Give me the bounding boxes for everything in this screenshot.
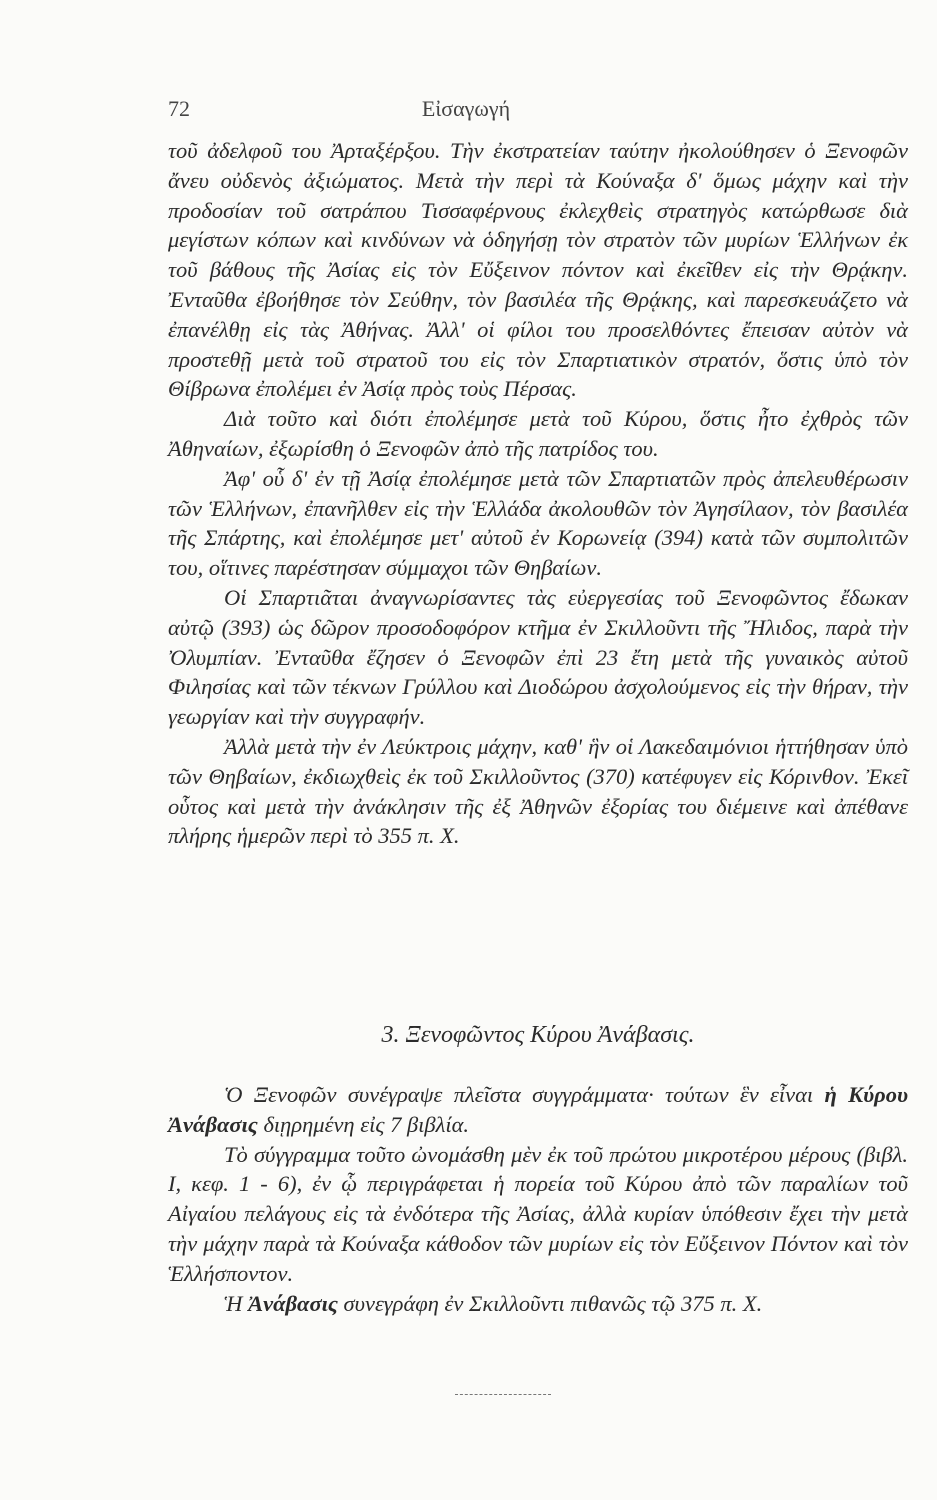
- section-heading: 3. Ξενοφῶντος Κύρου Ἀνάβασις.: [381, 1022, 695, 1048]
- section-paragraph-3: [168, 1289, 908, 1319]
- paragraph-5: Ἀλλὰ μετὰ τὴν ἐν Λεύκτροις μάχην, καθ' ἣν οἱ Λακεδαιμόνιοι ἡττήθησαν ὑπὸ τῶν Θηβαίων, ἐκδιωχθεὶς ἐκ τοῦ Σκιλλοῦντος (370) κατέφυγεν εἰς Κόρινθον. Ἐκεῖ οὗτος καὶ μετὰ τὴν ἀνάκλησιν τῆς ἐξ Ἀθηνῶν ἐξορίας του διέμεινε καὶ ἀπέθανε πλήρης ἡμερῶν περὶ τὸ 355 π. Χ.: [168, 733, 908, 849]
- section-paragraph-2: Τὸ σύγγραμμα τοῦτο ὠνομάσθη μὲν ἐκ τοῦ πρώτου μικροτέρου μέρους (βιβλ. Ι, κεφ. 1 - 6), ἐν ᾧ περιγράφεται ἡ πορεία τοῦ Κύρου ἀπὸ τῶν παραλίων τοῦ Αἰγαίου πελάγους εἰς τὰ ἐνδότερα τῆς Ἀσίας, ἀλλὰ κυρίαν ὑπόθεσιν ἔχει τὴν μετὰ τὴν μάχην παρὰ τὰ Κούναξα κάθοδον τῶν μυρίων εἰς τὸν Εὔξεινον Πόντον καὶ τὸν Ἑλλήσποντον.: [168, 1141, 908, 1286]
- section-text: [168, 1080, 908, 1318]
- text-run: Ὁ Ξενοφῶν συνέγραψε πλεῖστα συγγράμματα· τούτων ἓν εἶναι: [224, 1082, 825, 1107]
- section-paragraph-1: [168, 1080, 908, 1140]
- paragraph-1: τοῦ ἀδελφοῦ του Ἀρταξέρξου. Τὴν ἐκστρατείαν ταύτην ἠκολούθησεν ὁ Ξενοφῶν ἄνευ οὐδενὸς ἀξιώματος. Μετὰ τὴν περὶ τὰ Κούναξα δ' ὅμως μάχην καὶ τὴν προδοσίαν τοῦ σατράπου Τισσαφέρνους ἐκλεχθεὶς στρατηγὸς κατώρθωσε διὰ μεγίστων κόπων καὶ κινδύνων νὰ ὁδηγήσῃ τὸν στρατὸν τῶν μυρίων Ἑλλήνων ἐκ τοῦ βάθους τῆς Ἀσίας εἰς τὸν Εὔξεινον πόντον καὶ ἐκεῖθεν εἰς τὴν Θρᾴκην. Ἐνταῦθα ἐβοήθησε τὸν Σεύθην, τὸν βασιλέα τῆς Θρᾴκης, καὶ παρεσκευάζετο νὰ ἐπανέλθῃ εἰς τὰς Ἀθήνας. Ἀλλ' οἱ φίλοι του προσελθόντες ἔπεισαν αὐτὸν νὰ προστεθῇ μετὰ τοῦ στρατοῦ του εἰς τὸν Σπαρτιατικὸν στρατόν, ὅστις ὑπὸ τὸν Θίβρωνα ἐπολέμει ἐν Ἀσίᾳ πρὸς τοὺς Πέρσας.: [168, 138, 908, 402]
- paragraph-2: Διὰ τοῦτο καὶ διότι ἐπολέμησε μετὰ τοῦ Κύρου, ὅστις ἦτο ἐχθρὸς τῶν Ἀθηναίων, ἐξωρίσθη ὁ Ξενοφῶν ἀπὸ τῆς πατρίδος του.: [168, 406, 908, 461]
- page-header: [168, 96, 764, 126]
- main-text: [168, 136, 908, 851]
- page-number: 72: [168, 96, 190, 121]
- text-run: συνεγράφη ἐν Σκιλλοῦντι πιθανῶς τῷ 375 π. Χ.: [337, 1290, 763, 1316]
- end-ornament-divider: [455, 1394, 551, 1395]
- text-run: Ἡ: [224, 1290, 249, 1316]
- text-run: διῃρημένη εἰς 7 βιβλία.: [257, 1111, 470, 1137]
- paragraph-4: Οἱ Σπαρτιᾶται ἀναγνωρίσαντες τὰς εὐεργεσίας τοῦ Ξενοφῶντος ἔδωκαν αὐτῷ (393) ὡς δῶρον προσοδοφόρον κτῆμα ἐν Σκιλλοῦντι τῆς Ἤλιδος, παρὰ τὴν Ὀλυμπίαν. Ἐνταῦθα ἔζησεν ὁ Ξενοφῶν ἐπὶ 23 ἔτη μετὰ τῆς γυναικὸς αὐτοῦ Φιλησίας καὶ τῶν τέκνων Γρύλλου καὶ Διοδώρου ἀσχολούμενος εἰς τὴν θήραν, τὴν γεωργίαν καὶ τὴν συγγραφήν.: [168, 584, 908, 730]
- paragraph-3: Ἀφ' οὗ δ' ἐν τῇ Ἀσίᾳ ἐπολέμησε μετὰ τῶν Σπαρτιατῶν πρὸς ἀπελευθέρωσιν τῶν Ἑλλήνων, ἐπανῆλθεν εἰς τὴν Ἑλλάδα ἀκολουθῶν τὸν Ἀγησίλαον, τὸν βασιλέα τῆς Σπάρτης, καὶ ἐπολέμησε μετ' αὐτοῦ ἐν Κορωνείᾳ (394) κατὰ τῶν συμπολιτῶν του, οἵτινες παρέστησαν σύμμαχοι τῶν Θηβαίων.: [168, 465, 908, 581]
- running-title: Εἰσαγωγή: [421, 96, 511, 121]
- emphasis-title: ἡ Κύρου Ἀνάβασις: [168, 1082, 908, 1137]
- emphasis-title: Ἀνάβασις: [248, 1290, 338, 1316]
